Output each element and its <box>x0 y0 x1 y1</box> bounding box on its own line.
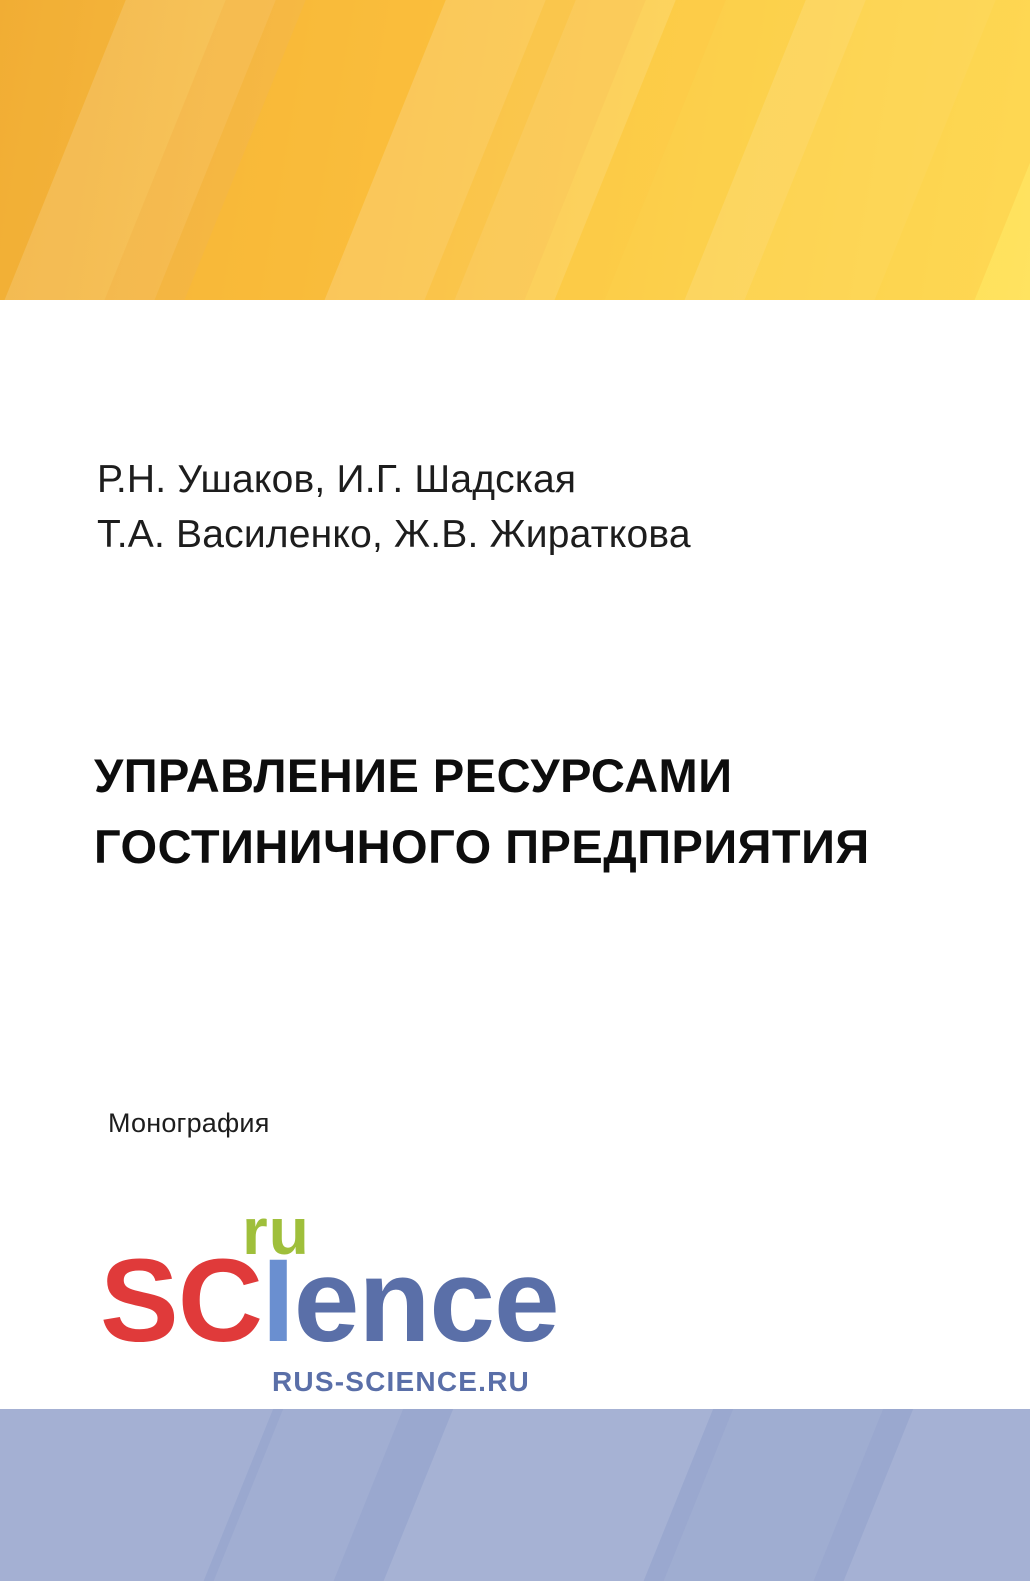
authors-block <box>97 452 937 563</box>
logo-ru-text: ru <box>242 1194 310 1268</box>
title-line-1: УПРАВЛЕНИЕ РЕСУРСАМИ <box>94 749 733 802</box>
author-line-1: Р.Н. Ушаков, И.Г. Шадская <box>97 458 577 501</box>
book-title <box>94 740 944 883</box>
title-line-2: ГОСТИНИЧНОГО ПРЕДПРИЯТИЯ <box>94 820 870 874</box>
bottom-decorative-band <box>0 1409 1030 1581</box>
logo-wordmark <box>100 1235 559 1367</box>
book-subtitle: Монография <box>108 1108 270 1138</box>
publisher-logo <box>86 1194 559 1413</box>
author-line-2: Т.А. Василенко, Ж.В. Жираткова <box>97 513 691 557</box>
publisher-url: RUS-SCIENCE.RU <box>272 1366 530 1397</box>
logo-i-text: I <box>261 1235 294 1367</box>
logo-ence-text: ence <box>293 1235 559 1367</box>
logo-sc-text: SC <box>100 1235 262 1367</box>
top-decorative-banner <box>0 0 1030 300</box>
